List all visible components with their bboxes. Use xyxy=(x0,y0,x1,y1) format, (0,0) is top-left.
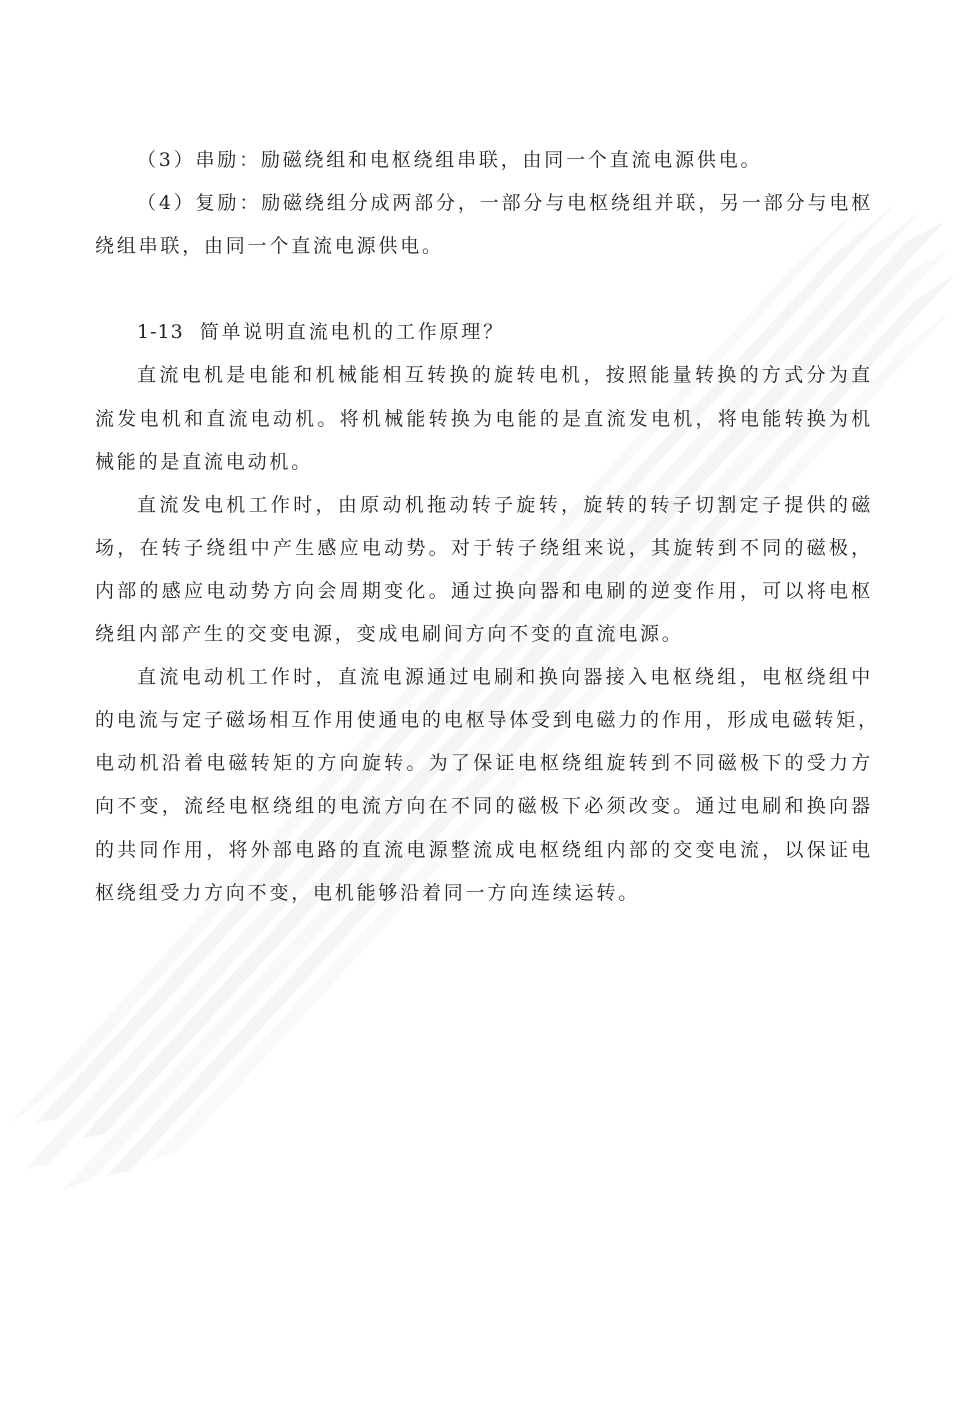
question-heading xyxy=(95,311,873,354)
text-line: 的共同作用，将外部电路的直流电源整流成电枢绕组内部的交变电流，以保证电 xyxy=(95,838,873,861)
question-title: 简单说明直流电机的工作原理？ xyxy=(199,321,505,344)
text-line: 绕组内部产生的交变电源，变成电刷间方向不变的直流电源。 xyxy=(95,623,684,646)
text-line: 向不变，流经电枢绕组的电流方向在不同的磁极下必须改变。通过电刷和换向器 xyxy=(95,795,873,818)
text-line: 枢绕组受力方向不变，电机能够沿着同一方向连续运转。 xyxy=(95,881,641,904)
text-line: 内部的感应电动势方向会周期变化。通过换向器和电刷的逆变作用，可以将电枢 xyxy=(95,579,873,602)
text-line: 直流电机是电能和机械能相互转换的旋转电机，按照能量转换的方式分为直 xyxy=(137,364,873,387)
answer-paragraph-overview xyxy=(95,354,873,483)
text-line: 直流电动机工作时，直流电源通过电刷和换向器接入电枢绕组，电枢绕组中 xyxy=(137,666,873,689)
text-line: 绕组串联，由同一个直流电源供电。 xyxy=(95,235,444,258)
text-line: 流发电机和直流电动机。将机械能转换为电能的是直流发电机，将电能转换为机 xyxy=(95,407,873,430)
text-line: （3）串励：励磁绕组和电枢绕组串联，由同一个直流电源供电。 xyxy=(137,149,763,171)
compound-excitation-paragraph xyxy=(95,182,873,268)
text-line: （4）复励：励磁绕组分成两部分，一部分与电枢绕组并联，另一部分与电枢 xyxy=(137,192,873,215)
text-line: 电动机沿着电磁转矩的方向旋转。为了保证电枢绕组旋转到不同磁极下的受力方 xyxy=(95,752,873,775)
page-content xyxy=(95,139,880,915)
answer-paragraph-motor xyxy=(95,656,880,915)
text-line: 械能的是直流电动机。 xyxy=(95,450,314,473)
text-line: 直流发电机工作时，由原动机拖动转子旋转，旋转的转子切割定子提供的磁 xyxy=(137,493,873,516)
text-line: 场，在转子绕组中产生感应电动势。对于转子绕组来说，其旋转到不同的磁极， xyxy=(95,536,873,559)
question-number: 1-13 xyxy=(137,321,184,344)
text-line: 的电流与定子磁场相互作用使通电的电枢导体受到电磁力的作用，形成电磁转矩， xyxy=(95,709,880,732)
series-excitation-paragraph xyxy=(95,139,873,182)
answer-paragraph-generator xyxy=(95,484,873,656)
paragraph-spacer xyxy=(95,268,873,311)
